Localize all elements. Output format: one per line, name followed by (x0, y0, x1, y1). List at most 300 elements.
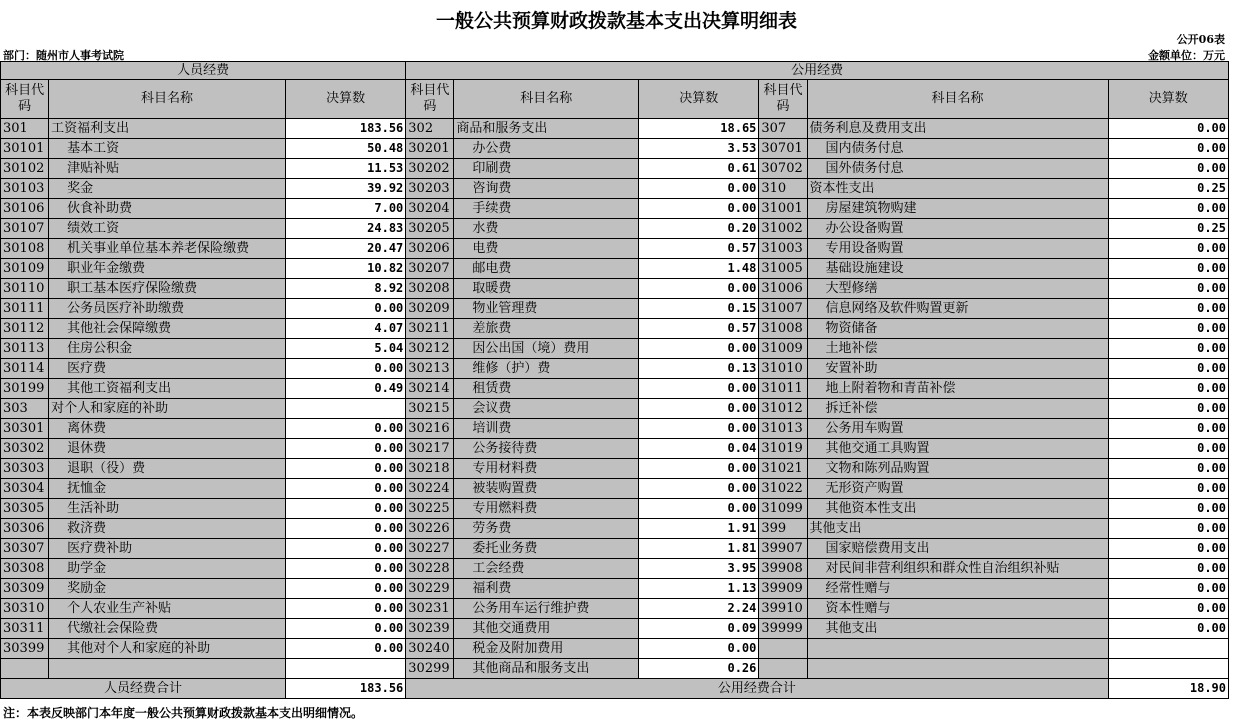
account-name: 其他商品和服务支出 (454, 659, 639, 679)
account-name: 被装购置费 (454, 479, 639, 499)
amount-value: 0.00 (639, 279, 759, 299)
account-name: 退职（役）费 (49, 459, 286, 479)
amount-value: 0.00 (1108, 559, 1229, 579)
account-name: 维修（护）费 (454, 359, 639, 379)
account-code: 30217 (406, 439, 454, 459)
table-row (1, 639, 1229, 659)
amount-value: 0.00 (1108, 499, 1229, 519)
amount-value: 0.00 (639, 419, 759, 439)
amount-value: 0.00 (285, 539, 405, 559)
account-code: 30112 (1, 319, 49, 339)
table-row (1, 419, 1229, 439)
account-code: 30212 (406, 339, 454, 359)
account-code: 30224 (406, 479, 454, 499)
account-code: 31022 (759, 479, 807, 499)
header-amount: 决算数 (1108, 80, 1229, 119)
section-personnel: 人员经费 (1, 62, 406, 80)
account-name: 商品和服务支出 (454, 119, 639, 139)
amount-value: 1.13 (639, 579, 759, 599)
account-code: 30216 (406, 419, 454, 439)
account-name: 生活补助 (49, 499, 286, 519)
amount-value: 183.56 (285, 119, 405, 139)
amount-value: 5.04 (285, 339, 405, 359)
account-name: 助学金 (49, 559, 286, 579)
account-code: 30203 (406, 179, 454, 199)
amount-value: 1.91 (639, 519, 759, 539)
account-code: 39999 (759, 619, 807, 639)
personnel-total-value: 183.56 (285, 679, 405, 699)
table-row (1, 459, 1229, 479)
account-code: 31013 (759, 419, 807, 439)
account-code: 30213 (406, 359, 454, 379)
account-code: 31011 (759, 379, 807, 399)
account-code: 31007 (759, 299, 807, 319)
account-name: 其他交通费用 (454, 619, 639, 639)
account-name: 公务用车运行维护费 (454, 599, 639, 619)
account-code: 39909 (759, 579, 807, 599)
account-code: 30205 (406, 219, 454, 239)
amount-value: 18.65 (639, 119, 759, 139)
account-name: 国外债务付息 (807, 159, 1108, 179)
table-row (1, 219, 1229, 239)
account-name: 离休费 (49, 419, 286, 439)
account-name: 福利费 (454, 579, 639, 599)
account-name: 专用设备购置 (807, 239, 1108, 259)
account-name: 其他支出 (807, 619, 1108, 639)
table-row (1, 519, 1229, 539)
account-name: 津贴补贴 (49, 159, 286, 179)
account-code: 39910 (759, 599, 807, 619)
account-name: 电费 (454, 239, 639, 259)
account-name: 医疗费补助 (49, 539, 286, 559)
account-code: 30199 (1, 379, 49, 399)
amount-value (285, 399, 405, 419)
amount-value: 0.00 (639, 499, 759, 519)
table-row (1, 399, 1229, 419)
account-name: 信息网络及软件购置更新 (807, 299, 1108, 319)
account-code: 30239 (406, 619, 454, 639)
amount-value: 0.00 (639, 379, 759, 399)
account-name: 专用燃料费 (454, 499, 639, 519)
account-name: 其他对个人和家庭的补助 (49, 639, 286, 659)
amount-value: 0.00 (1108, 199, 1229, 219)
account-code: 30218 (406, 459, 454, 479)
table-row (1, 119, 1229, 139)
amount-value (285, 659, 405, 679)
account-code: 31009 (759, 339, 807, 359)
table-row (1, 259, 1229, 279)
amount-value: 0.00 (639, 459, 759, 479)
table-row (1, 199, 1229, 219)
account-name: 抚恤金 (49, 479, 286, 499)
table-row (1, 599, 1229, 619)
account-name: 咨询费 (454, 179, 639, 199)
account-code: 30108 (1, 239, 49, 259)
amount-value: 0.00 (639, 639, 759, 659)
account-code: 30207 (406, 259, 454, 279)
account-name: 拆迁补偿 (807, 399, 1108, 419)
account-name: 因公出国（境）费用 (454, 339, 639, 359)
footnote: 注：本表反映部门本年度一般公共预算财政拨款基本支出明细情况。 (3, 706, 364, 720)
account-name: 退休费 (49, 439, 286, 459)
amount-value: 0.04 (639, 439, 759, 459)
table-row (1, 439, 1229, 459)
account-code (1, 659, 49, 679)
account-name: 文物和陈列品购置 (807, 459, 1108, 479)
account-code: 30301 (1, 419, 49, 439)
table-row (1, 339, 1229, 359)
account-name: 物资储备 (807, 319, 1108, 339)
amount-value: 0.00 (1108, 319, 1229, 339)
amount-value: 0.00 (1108, 599, 1229, 619)
amount-value: 0.09 (639, 619, 759, 639)
account-code: 302 (406, 119, 454, 139)
account-code: 30109 (1, 259, 49, 279)
amount-value: 0.00 (285, 499, 405, 519)
account-code: 30102 (1, 159, 49, 179)
account-name: 绩效工资 (49, 219, 286, 239)
amount-value: 24.83 (285, 219, 405, 239)
account-code: 30225 (406, 499, 454, 519)
account-name: 培训费 (454, 419, 639, 439)
amount-value: 0.00 (1108, 239, 1229, 259)
amount-value: 0.00 (1108, 259, 1229, 279)
amount-value: 0.13 (639, 359, 759, 379)
public-total-value: 18.90 (1108, 679, 1229, 699)
table-row (1, 299, 1229, 319)
account-code: 30208 (406, 279, 454, 299)
section-public: 公用经费 (406, 62, 1229, 80)
account-code: 30211 (406, 319, 454, 339)
account-code: 30305 (1, 499, 49, 519)
amount-value: 1.81 (639, 539, 759, 559)
amount-value: 0.00 (285, 579, 405, 599)
account-name: 无形资产购置 (807, 479, 1108, 499)
account-code: 30310 (1, 599, 49, 619)
table-row (1, 619, 1229, 639)
amount-value (1108, 639, 1229, 659)
account-code: 31012 (759, 399, 807, 419)
account-code: 30214 (406, 379, 454, 399)
account-code: 30106 (1, 199, 49, 219)
amount-value: 0.00 (1108, 479, 1229, 499)
account-name: 经常性赠与 (807, 579, 1108, 599)
amount-value: 0.00 (285, 519, 405, 539)
account-name: 债务利息及费用支出 (807, 119, 1108, 139)
account-code: 30240 (406, 639, 454, 659)
amount-value: 0.00 (1108, 339, 1229, 359)
account-name: 公务接待费 (454, 439, 639, 459)
account-name: 税金及附加费用 (454, 639, 639, 659)
amount-value: 0.00 (1108, 119, 1229, 139)
amount-value: 39.92 (285, 179, 405, 199)
account-name: 对个人和家庭的补助 (49, 399, 286, 419)
amount-value: 0.00 (1108, 539, 1229, 559)
amount-value: 0.00 (285, 639, 405, 659)
amount-value: 0.25 (1108, 179, 1229, 199)
amount-value: 0.00 (285, 619, 405, 639)
amount-value: 3.95 (639, 559, 759, 579)
account-name: 其他支出 (807, 519, 1108, 539)
amount-value: 0.00 (639, 199, 759, 219)
account-name: 物业管理费 (454, 299, 639, 319)
account-name: 手续费 (454, 199, 639, 219)
account-name: 伙食补助费 (49, 199, 286, 219)
account-name (807, 659, 1108, 679)
account-name: 工会经费 (454, 559, 639, 579)
amount-value: 0.00 (1108, 399, 1229, 419)
account-name: 差旅费 (454, 319, 639, 339)
account-code: 30311 (1, 619, 49, 639)
header-code: 科目代码 (1, 80, 49, 119)
amount-value: 1.48 (639, 259, 759, 279)
amount-value: 0.00 (1108, 279, 1229, 299)
account-code: 30228 (406, 559, 454, 579)
amount-value: 0.00 (639, 179, 759, 199)
amount-value: 0.00 (1108, 519, 1229, 539)
account-name: 劳务费 (454, 519, 639, 539)
amount-value: 50.48 (285, 139, 405, 159)
table-row (1, 539, 1229, 559)
account-name: 其他社会保障缴费 (49, 319, 286, 339)
header-amount: 决算数 (639, 80, 759, 119)
account-name: 公务用车购置 (807, 419, 1108, 439)
account-code (759, 639, 807, 659)
amount-value: 0.00 (285, 599, 405, 619)
amount-value: 0.00 (285, 479, 405, 499)
account-code: 30114 (1, 359, 49, 379)
amount-value: 0.25 (1108, 219, 1229, 239)
table-row (1, 659, 1229, 679)
account-name: 工资福利支出 (49, 119, 286, 139)
account-code (759, 659, 807, 679)
amount-value: 0.00 (285, 559, 405, 579)
account-name: 资本性支出 (807, 179, 1108, 199)
account-code: 30303 (1, 459, 49, 479)
table-row (1, 139, 1229, 159)
account-code: 30229 (406, 579, 454, 599)
amount-value: 0.00 (285, 359, 405, 379)
account-name: 个人农业生产补贴 (49, 599, 286, 619)
account-code: 30231 (406, 599, 454, 619)
amount-value: 0.00 (1108, 139, 1229, 159)
table-row (1, 319, 1229, 339)
account-code: 30399 (1, 639, 49, 659)
amount-value: 0.15 (639, 299, 759, 319)
account-name: 职工基本医疗保险缴费 (49, 279, 286, 299)
public-total-label: 公用经费合计 (406, 679, 1108, 699)
account-name: 救济费 (49, 519, 286, 539)
account-name: 基本工资 (49, 139, 286, 159)
account-name: 水费 (454, 219, 639, 239)
amount-value: 0.57 (639, 239, 759, 259)
account-code: 30204 (406, 199, 454, 219)
account-name: 医疗费 (49, 359, 286, 379)
amount-value: 10.82 (285, 259, 405, 279)
account-code: 30103 (1, 179, 49, 199)
account-name: 奖励金 (49, 579, 286, 599)
amount-value: 0.00 (639, 339, 759, 359)
amount-value: 20.47 (285, 239, 405, 259)
table-row (1, 159, 1229, 179)
amount-value: 8.92 (285, 279, 405, 299)
account-name: 土地补偿 (807, 339, 1108, 359)
account-name: 地上附着物和青苗补偿 (807, 379, 1108, 399)
account-code: 30307 (1, 539, 49, 559)
amount-value: 3.53 (639, 139, 759, 159)
account-code: 307 (759, 119, 807, 139)
account-code: 30113 (1, 339, 49, 359)
amount-value: 0.00 (1108, 579, 1229, 599)
account-code: 39908 (759, 559, 807, 579)
table-row (1, 559, 1229, 579)
account-code: 30702 (759, 159, 807, 179)
account-code: 30202 (406, 159, 454, 179)
table-row (1, 179, 1229, 199)
header-code: 科目代码 (759, 80, 807, 119)
account-name: 住房公积金 (49, 339, 286, 359)
account-name (49, 659, 286, 679)
account-name: 其他工资福利支出 (49, 379, 286, 399)
account-name: 代缴社会保险费 (49, 619, 286, 639)
account-name: 国内债务付息 (807, 139, 1108, 159)
account-code: 31010 (759, 359, 807, 379)
amount-value: 0.00 (1108, 359, 1229, 379)
account-name: 资本性赠与 (807, 599, 1108, 619)
account-code: 31005 (759, 259, 807, 279)
account-code: 310 (759, 179, 807, 199)
account-code: 30701 (759, 139, 807, 159)
account-code: 30309 (1, 579, 49, 599)
amount-value: 0.00 (639, 479, 759, 499)
account-name (807, 639, 1108, 659)
table-row (1, 579, 1229, 599)
account-code: 30215 (406, 399, 454, 419)
account-code: 31019 (759, 439, 807, 459)
account-name: 大型修缮 (807, 279, 1108, 299)
table-row (1, 379, 1229, 399)
account-name: 其他资本性支出 (807, 499, 1108, 519)
department-label: 部门：随州市人事考试院 (3, 49, 124, 62)
amount-value (1108, 659, 1229, 679)
account-name: 职业年金缴费 (49, 259, 286, 279)
account-code: 30227 (406, 539, 454, 559)
account-name: 印刷费 (454, 159, 639, 179)
account-name: 取暖费 (454, 279, 639, 299)
amount-value: 7.00 (285, 199, 405, 219)
account-code: 30107 (1, 219, 49, 239)
amount-value: 0.49 (285, 379, 405, 399)
account-code: 30226 (406, 519, 454, 539)
amount-value: 0.20 (639, 219, 759, 239)
table-row (1, 279, 1229, 299)
header-amount: 决算数 (285, 80, 405, 119)
totals-row (1, 679, 1229, 699)
expenditure-table (0, 61, 1229, 699)
account-code: 303 (1, 399, 49, 419)
account-code: 30304 (1, 479, 49, 499)
account-name: 邮电费 (454, 259, 639, 279)
account-code: 31006 (759, 279, 807, 299)
account-code: 31001 (759, 199, 807, 219)
account-code: 30209 (406, 299, 454, 319)
amount-value: 11.53 (285, 159, 405, 179)
account-code: 30299 (406, 659, 454, 679)
account-code: 31099 (759, 499, 807, 519)
report-title: 一般公共预算财政拨款基本支出决算明细表 (435, 10, 797, 32)
table-row (1, 499, 1229, 519)
account-name: 办公设备购置 (807, 219, 1108, 239)
amount-value: 0.00 (1108, 419, 1229, 439)
account-name: 机关事业单位基本养老保险缴费 (49, 239, 286, 259)
account-code: 39907 (759, 539, 807, 559)
account-name: 会议费 (454, 399, 639, 419)
amount-value: 0.00 (639, 399, 759, 419)
header-name: 科目名称 (807, 80, 1108, 119)
amount-value: 0.00 (285, 459, 405, 479)
account-code: 31008 (759, 319, 807, 339)
account-code: 31003 (759, 239, 807, 259)
amount-value: 2.24 (639, 599, 759, 619)
account-name: 安置补助 (807, 359, 1108, 379)
header-code: 科目代码 (406, 80, 454, 119)
amount-value: 0.00 (285, 419, 405, 439)
account-code: 30101 (1, 139, 49, 159)
amount-value: 4.07 (285, 319, 405, 339)
amount-value: 0.00 (285, 299, 405, 319)
amount-value: 0.57 (639, 319, 759, 339)
account-name: 对民间非营利组织和群众性自治组织补贴 (807, 559, 1108, 579)
account-code: 399 (759, 519, 807, 539)
account-code: 301 (1, 119, 49, 139)
account-name: 公务员医疗补助缴费 (49, 299, 286, 319)
account-name: 办公费 (454, 139, 639, 159)
header-name: 科目名称 (49, 80, 286, 119)
amount-value: 0.00 (1108, 619, 1229, 639)
amount-value: 0.00 (1108, 299, 1229, 319)
account-code: 30110 (1, 279, 49, 299)
amount-value: 0.00 (1108, 439, 1229, 459)
account-code: 30111 (1, 299, 49, 319)
amount-value: 0.00 (1108, 159, 1229, 179)
amount-value: 0.00 (1108, 379, 1229, 399)
table-row (1, 239, 1229, 259)
amount-value: 0.00 (1108, 459, 1229, 479)
amount-value: 0.00 (285, 439, 405, 459)
amount-value: 0.26 (639, 659, 759, 679)
account-name: 委托业务费 (454, 539, 639, 559)
account-code: 30201 (406, 139, 454, 159)
account-name: 基础设施建设 (807, 259, 1108, 279)
account-name: 其他交通工具购置 (807, 439, 1108, 459)
account-name: 国家赔偿费用支出 (807, 539, 1108, 559)
account-name: 专用材料费 (454, 459, 639, 479)
amount-unit-label: 金额单位：万元 (1148, 49, 1225, 62)
account-code: 31021 (759, 459, 807, 479)
account-code: 30308 (1, 559, 49, 579)
account-name: 租赁费 (454, 379, 639, 399)
account-name: 奖金 (49, 179, 286, 199)
amount-value: 0.61 (639, 159, 759, 179)
table-row (1, 359, 1229, 379)
personnel-total-label: 人员经费合计 (1, 679, 286, 699)
account-code: 31002 (759, 219, 807, 239)
account-code: 30206 (406, 239, 454, 259)
form-number: 公开06表 (1176, 33, 1225, 46)
header-name: 科目名称 (454, 80, 639, 119)
table-row (1, 479, 1229, 499)
account-name: 房屋建筑物购建 (807, 199, 1108, 219)
